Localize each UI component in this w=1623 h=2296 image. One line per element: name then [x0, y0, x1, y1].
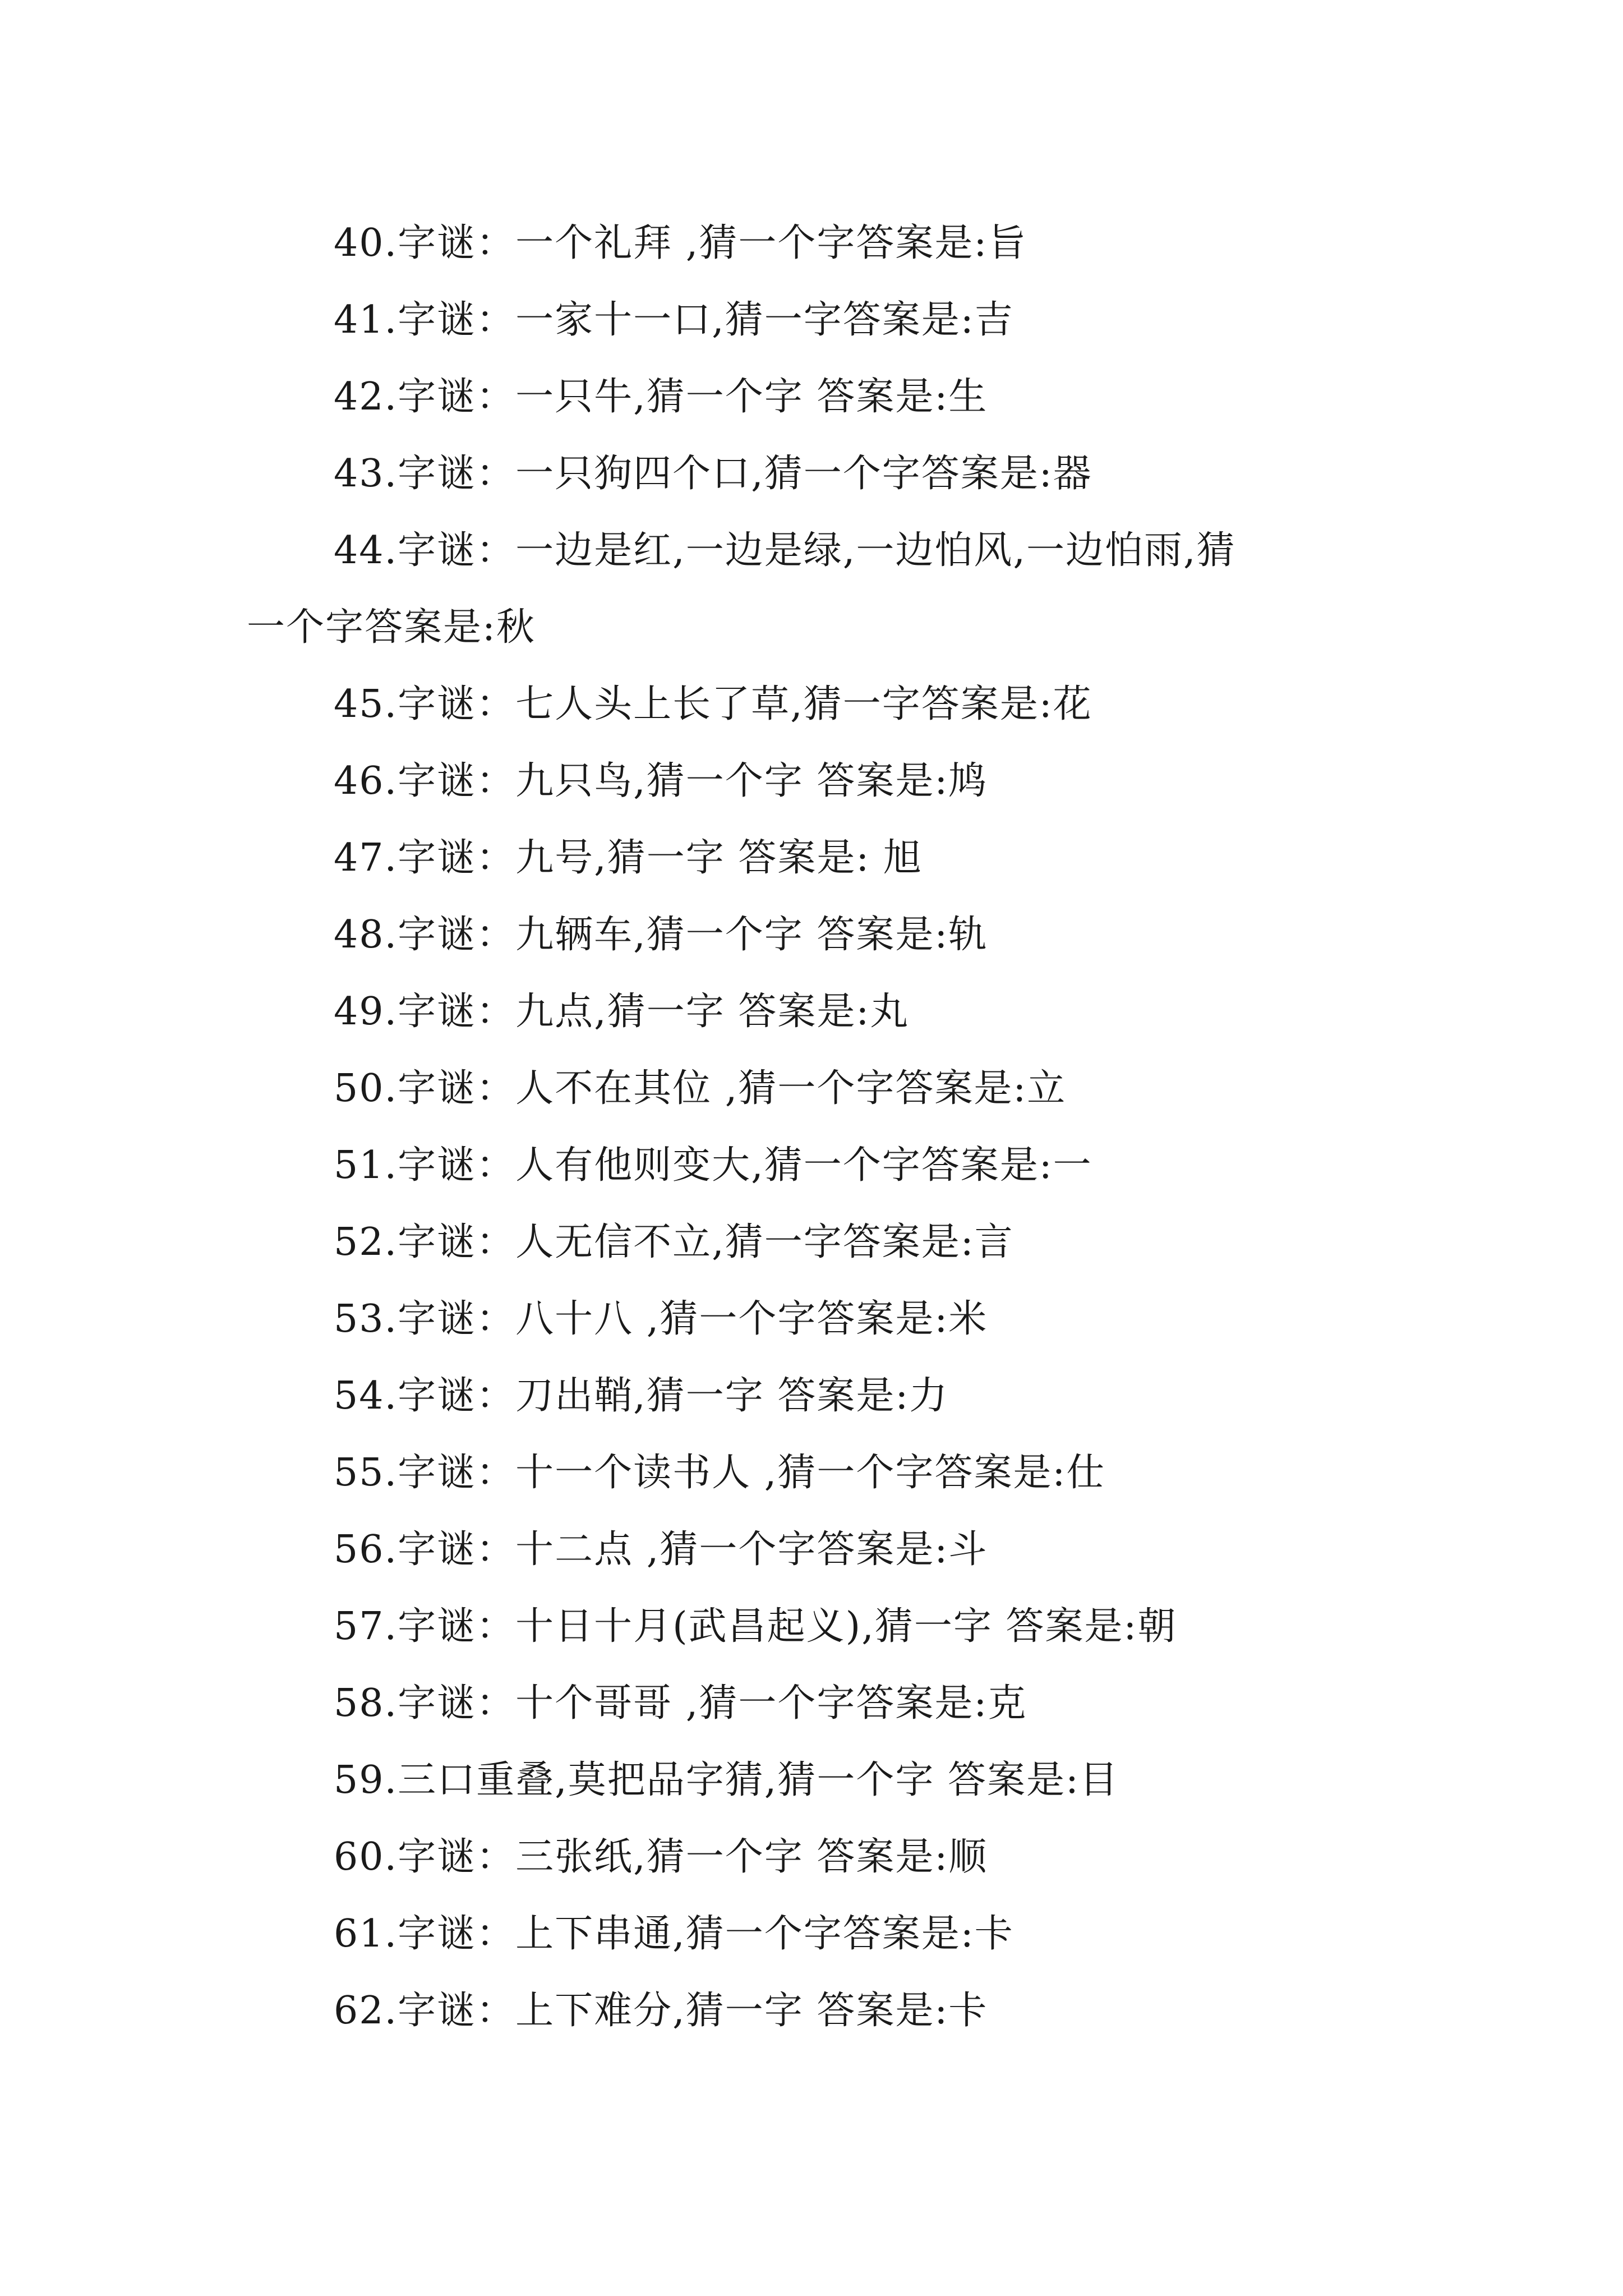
riddle-line: 43.字谜：一只狗四个口,猜一个字答案是:器 — [334, 452, 1092, 496]
riddle-line: 59.三口重叠,莫把品字猜,猜一个字 答案是:目 — [334, 1758, 1119, 1802]
riddle-line: 45.字谜：七人头上长了草,猜一字答案是:花 — [334, 682, 1092, 726]
riddle-line: 48.字谜：九辆车,猜一个字 答案是:轨 — [334, 913, 988, 957]
riddle-line: 52.字谜：人无信不立,猜一字答案是:言 — [334, 1220, 1014, 1264]
riddle-line: 57.字谜：十日十月(武昌起义),猜一字 答案是:朝 — [334, 1604, 1177, 1649]
riddle-line: 54.字谜：刀出鞘,猜一字 答案是:力 — [334, 1374, 949, 1418]
riddle-line: 47.字谜：九号,猜一字 答案是: 旭 — [334, 836, 923, 880]
riddle-line: 41.字谜：一家十一口,猜一字答案是:吉 — [334, 298, 1014, 342]
riddle-line: 60.字谜：三张纸,猜一个字 答案是:顺 — [334, 1835, 988, 1879]
riddle-line: 62.字谜：上下难分,猜一字 答案是:卡 — [334, 1989, 988, 2033]
riddle-line: 53.字谜：八十八 ,猜一个字答案是:米 — [334, 1297, 988, 1341]
riddle-line-continuation: 一个字答案是:秋 — [247, 605, 536, 650]
riddle-line: 61.字谜：上下串通,猜一个字答案是:卡 — [334, 1912, 1014, 1956]
riddle-line: 51.字谜：人有他则变大,猜一个字答案是:一 — [334, 1143, 1092, 1188]
riddle-line: 58.字谜：十个哥哥 ,猜一个字答案是:克 — [334, 1681, 1027, 1726]
riddle-line: 44.字谜：一边是红,一边是绿,一边怕风,一边怕雨,猜 — [334, 528, 1236, 573]
riddle-line: 50.字谜：人不在其位 ,猜一个字答案是:立 — [334, 1066, 1067, 1111]
riddle-line: 42.字谜：一只牛,猜一个字 答案是:生 — [334, 375, 988, 419]
riddle-list — [247, 205, 1380, 2049]
riddle-line: 46.字谜：九只鸟,猜一个字 答案是:鸠 — [334, 759, 988, 803]
riddle-line: 55.字谜：十一个读书人 ,猜一个字答案是:仕 — [334, 1451, 1106, 1495]
riddle-line: 40.字谜：一个礼拜 ,猜一个字答案是:旨 — [334, 221, 1027, 265]
riddle-line: 56.字谜：十二点 ,猜一个字答案是:斗 — [334, 1527, 988, 1572]
riddle-line: 49.字谜：九点,猜一字 答案是:丸 — [334, 990, 910, 1034]
